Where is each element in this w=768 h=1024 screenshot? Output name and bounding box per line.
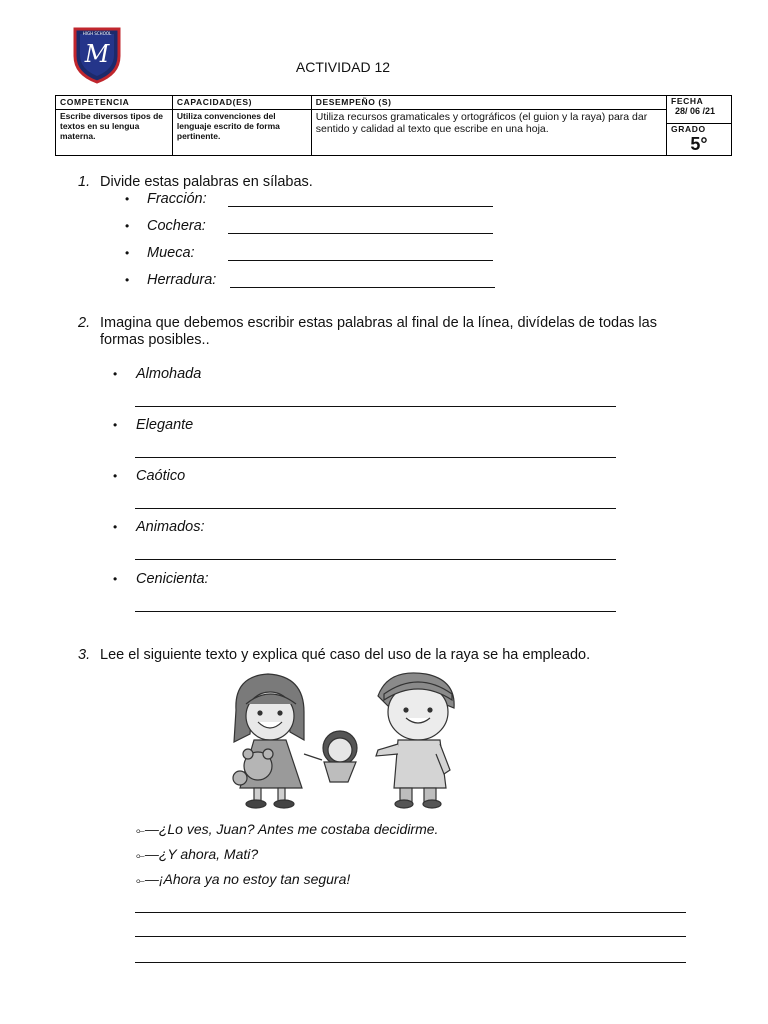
q2-answer-line-3[interactable] [135, 508, 616, 509]
dialogue-line-2: ⟜—¿Y ahora, Mati? [136, 846, 259, 862]
q2-item-5: • [113, 572, 118, 586]
question-2-text-line-2: formas posibles.. [100, 332, 210, 348]
children-illustration [218, 670, 463, 812]
competencia-header: COMPETENCIA [56, 96, 173, 110]
desempeno-text: Utiliza recursos gramaticales y ortográficos (el guion y la raya) para dar sentido y calidad al texto que escribe en una hoja. [311, 110, 666, 156]
q3-answer-line-2[interactable] [135, 936, 686, 937]
question-2-text-line-1: Imagina que debemos escribir estas palabras al final de la línea, divídelas de todas las [100, 315, 657, 331]
q1-word-1: Fracción: [147, 191, 207, 207]
dialogue-line-3: ⟜—¡Ahora ya no estoy tan segura! [136, 871, 351, 887]
q1-item-3: • [125, 246, 130, 260]
q1-answer-line-3[interactable] [228, 260, 493, 261]
q1-item-1: • [125, 192, 130, 206]
q2-item-4: • [113, 520, 118, 534]
q2-word-1: Almohada [136, 366, 202, 382]
dialogue-marker-icon: ⟜ [136, 850, 145, 862]
q2-item-3: • [113, 469, 118, 483]
grado-value: 5° [690, 134, 708, 154]
q2-answer-line-2[interactable] [135, 457, 616, 458]
capacidades-text: Utiliza convenciones del lenguaje escrito de forma pertinente. [172, 110, 311, 156]
svg-text:HIGH SCHOOL: HIGH SCHOOL [82, 31, 112, 36]
q1-item-4: • [125, 273, 130, 287]
dialogue-marker-icon: ⟜ [136, 825, 145, 837]
question-1: 1. [78, 174, 91, 190]
q2-word-2: Elegante [136, 417, 194, 433]
q2-item-1: • [113, 367, 118, 381]
q2-word-3: Caótico [136, 468, 186, 484]
q2-answer-line-4[interactable] [135, 559, 616, 560]
school-logo [72, 26, 122, 84]
grado-label: GRADO [671, 124, 706, 134]
page-title: ACTIVIDAD 12 [295, 59, 391, 75]
q2-answer-line-1[interactable] [135, 406, 616, 407]
q1-word-4: Herradura: [147, 272, 217, 288]
q1-answer-line-2[interactable] [228, 233, 493, 234]
capacidades-header: CAPACIDAD(ES) [172, 96, 311, 110]
fecha-label: FECHA [671, 96, 704, 106]
q1-word-3: Mueca: [147, 245, 195, 261]
desempeno-header: DESEMPEÑO (S) [311, 96, 666, 110]
dialogue-marker-icon: ⟜ [136, 875, 145, 887]
q2-word-4: Animados: [136, 519, 205, 535]
q2-answer-line-5[interactable] [135, 611, 616, 612]
competencia-text: Escribe diversos tipos de textos en su lengua materna. [56, 110, 173, 156]
fecha-value: 28/ 06 /21 [675, 106, 716, 116]
q3-answer-line-1[interactable] [135, 912, 686, 913]
q1-answer-line-1[interactable] [228, 206, 493, 207]
question-2: 2. [78, 315, 91, 331]
q1-word-2: Cochera: [147, 218, 206, 234]
question-3: 3. [78, 647, 91, 663]
q3-answer-line-3[interactable] [135, 962, 686, 963]
q2-word-5: Cenicienta: [136, 571, 209, 587]
svg-text:M: M [84, 40, 110, 68]
q1-answer-line-4[interactable] [230, 287, 495, 288]
q2-item-2: • [113, 418, 118, 432]
question-1-text: Divide estas palabras en sílabas. [100, 174, 313, 190]
question-3-text: Lee el siguiente texto y explica qué caso del uso de la raya se ha empleado. [100, 647, 591, 663]
dialogue-line-1: ⟜—¿Lo ves, Juan? Antes me costaba decidirme. [136, 821, 439, 837]
q1-item-2: • [125, 219, 130, 233]
header-table [55, 95, 732, 156]
